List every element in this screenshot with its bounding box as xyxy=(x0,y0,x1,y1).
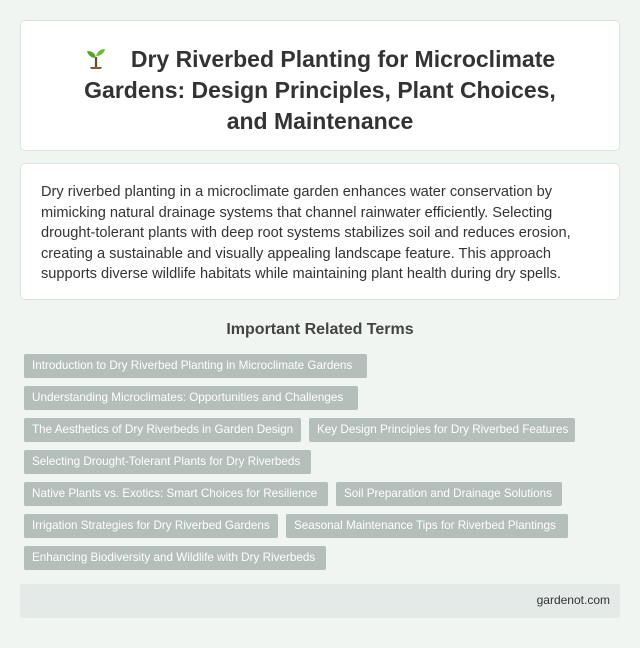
title-text: Dry Riverbed Planting for Microclimate Gardens: Design Principles, Plant Choices, and Maintenance xyxy=(84,46,556,134)
site-name[interactable]: gardenot.com xyxy=(536,593,610,607)
summary-text: Dry riverbed planting in a microclimate garden enhances water conservation by mimicking natural drainage systems that channel rainwater efficiently. Selecting drought-tolerant plants with deep root systems stabilizes soil and reduces erosion, creating a sustainable and visually appealing landscape feature. This approach supports diverse wildlife habitats while maintaining plant health during dry spells. xyxy=(41,184,571,282)
related-terms-heading: Important Related Terms xyxy=(226,321,414,338)
related-term-tag[interactable]: Key Design Principles for Dry Riverbed Features xyxy=(309,418,575,442)
related-term-tag[interactable]: Introduction to Dry Riverbed Planting in Microclimate Gardens xyxy=(24,354,367,378)
related-term-tag[interactable]: Soil Preparation and Drainage Solutions xyxy=(336,482,562,506)
related-term-tag[interactable]: Enhancing Biodiversity and Wildlife with Dry Riverbeds xyxy=(24,546,326,570)
related-term-tag[interactable]: Selecting Drought-Tolerant Plants for Dry Riverbeds xyxy=(24,450,311,474)
related-term-tag[interactable]: Native Plants vs. Exotics: Smart Choices for Resilience xyxy=(24,482,328,506)
related-term-tag[interactable]: Seasonal Maintenance Tips for Riverbed Plantings xyxy=(286,514,568,538)
footer xyxy=(20,584,620,618)
related-term-tag[interactable]: Irrigation Strategies for Dry Riverbed Gardens xyxy=(24,514,278,538)
related-term-tag[interactable]: Understanding Microclimates: Opportunities and Challenges xyxy=(24,386,358,410)
related-term-tag[interactable]: The Aesthetics of Dry Riverbeds in Garden Design xyxy=(24,418,301,442)
